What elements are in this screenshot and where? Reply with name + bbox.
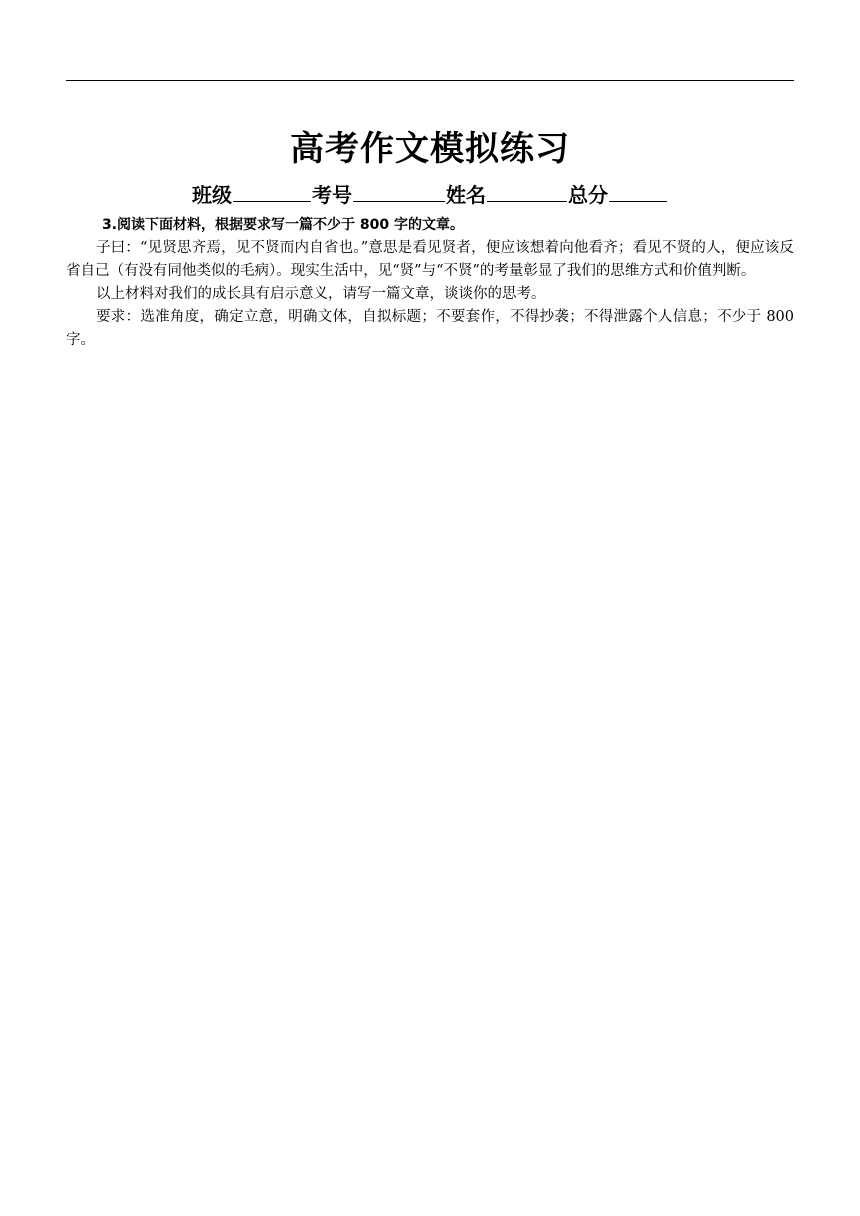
class-blank [233,181,311,202]
header-rule [66,80,794,81]
task-paragraph: 以上材料对我们的成长具有启示意义，请写一篇文章，谈谈你的思考。 [96,286,546,302]
question-prompt: 3.阅读下面材料，根据要求写一篇不少于 800 字的文章。 [102,217,465,233]
number-blank [353,181,445,202]
name-blank [487,181,567,202]
requirements-paragraph: 要求：选准角度，确定立意，明确文体，自拟标题；不要套作，不得抄袭；不得泄露个人信息；不少于 800 字。 [66,309,794,348]
student-info-line [0,180,860,210]
page-title: 高考作文模拟练习 [290,129,570,169]
name-label: 姓名 [446,183,486,207]
score-label: 总分 [568,183,608,207]
number-label: 考号 [312,183,352,207]
question-content [66,214,794,352]
score-blank [609,181,667,202]
material-paragraph: 子曰：“见贤思齐焉，见不贤而内自省也。”意思是看见贤者，便应该想着向他看齐；看见不贤的人，便应该反省自己（有没有同他类似的毛病）。现实生活中，见“贤”与“不贤”的考量彰显了我们的思维方式和价值判断。 [66,240,794,279]
class-label: 班级 [192,183,232,207]
